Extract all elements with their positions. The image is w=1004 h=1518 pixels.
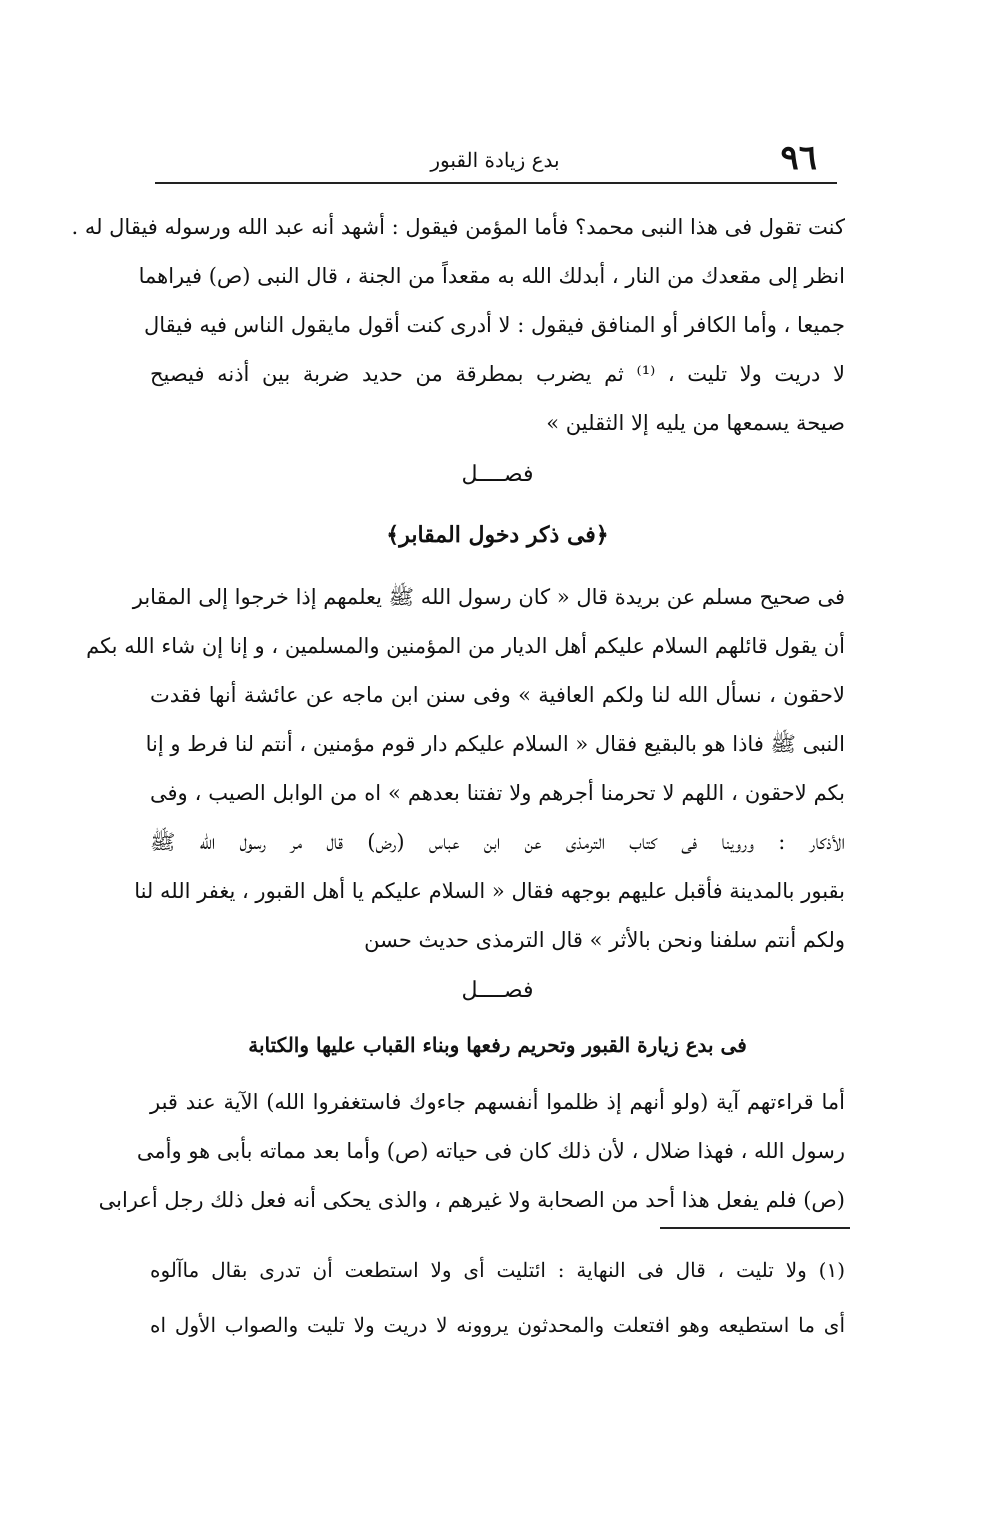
- section-heading-2: فصــــل: [461, 978, 534, 1003]
- section-heading-1: فصــــل: [461, 462, 534, 487]
- text-line: رسول الله ، فهذا ضلال ، لأن ذلك كان فى حياته (ص) وأما بعد مماته بأبى هو وأمى: [136, 1139, 845, 1163]
- text-line: لا دريت ولا تليت ، ⁽¹⁾ ثم يضرب بمطرقة من حديد ضربة بين أذنه فيصيح: [150, 362, 845, 386]
- header-rule: [155, 182, 837, 184]
- text-line: بكم لاحقون ، اللهم لا تحرمنا أجرهم ولا تفتنا بعدهم » اه من الوابل الصيب ، وفى: [150, 781, 845, 805]
- paragraph-2: [86, 573, 845, 965]
- text-line: لاحقون ، نسأل الله لنا ولكم العافية » وفى سنن ابن ماجه عن عائشة أنها فقدت: [150, 683, 845, 707]
- page-header: [155, 138, 835, 182]
- page-number: ٩٦: [780, 138, 817, 178]
- text-line: النبى ﷺ فاذا هو بالبقيع فقال « السلام عليكم دار قوم مؤمنين ، أنتم لنا فرط و إنا: [145, 732, 845, 756]
- footnote-line: (١) ولا تليت ، قال فى النهاية : ائتليت أى ولا استطعت أن تدرى بقال ماآلوه: [150, 1258, 845, 1282]
- text-line: أما قراءتهم آية (ولو أنهم إذ ظلموا أنفسهم جاءوك فاستغفروا الله) الآية عند قبر: [150, 1090, 845, 1114]
- running-title: بدع زيادة القبور: [430, 148, 560, 172]
- text-line: صيحة يسمعها من يليه إلا الثقلين »: [546, 411, 845, 435]
- text-line: الأذكار : وروينا فى كتاب الترمذى عن ابن عباس (رض) قال مر رسول الله ﷺ: [150, 830, 845, 854]
- text-line: كنت تقول فى هذا النبى محمد؟ فأما المؤمن فيقول : أشهد أنه عبد الله ورسوله فيقال له .: [71, 215, 845, 239]
- text-line: انظر إلى مقعدك من النار ، أبدلك الله به مقعداً من الجنة ، قال النبى (ص) فيراهما: [138, 264, 845, 288]
- text-line: جميعا ، وأما الكافر أو المنافق فيقول : لا أدرى كنت أقول مايقول الناس فيه فيقال: [144, 313, 845, 337]
- section-subheading-1: ﴿فى ذكر دخول المقابر﴾: [386, 522, 609, 548]
- text-line: (ص) فلم يفعل هذا أحد من الصحابة ولا غيرهم ، والذى يحكى أنه فعل ذلك رجل أعرابى: [98, 1188, 845, 1212]
- text-line: فى صحيح مسلم عن بريدة قال « كان رسول الله ﷺ يعلمهم إذا خرجوا إلى المقابر: [132, 585, 845, 609]
- text-line: بقبور بالمدينة فأقبل عليهم بوجهه فقال « السلام عليكم يا أهل القبور ، يغفر الله لنا: [134, 879, 845, 903]
- paragraph-1: [71, 203, 845, 448]
- footnote-line: أى ما استطيعه وهو افتعلت والمحدثون يروونه لا دريت ولا تليت والصواب الأول اه: [150, 1313, 845, 1337]
- paragraph-3: [98, 1078, 845, 1225]
- text-line: أن يقول قائلهم السلام عليكم أهل الديار من المؤمنين والمسلمين ، و إنا إن شاء الله بكم: [86, 634, 845, 658]
- footnotes: [150, 1243, 845, 1353]
- footnote-rule: [660, 1227, 850, 1229]
- section-subheading-2: فى بدع زيارة القبور وتحريم رفعها وبناء القباب عليها والكتابة: [248, 1033, 747, 1057]
- text-line: ولكم أنتم سلفنا ونحن بالأثر » قال الترمذى حديث حسن: [364, 928, 845, 952]
